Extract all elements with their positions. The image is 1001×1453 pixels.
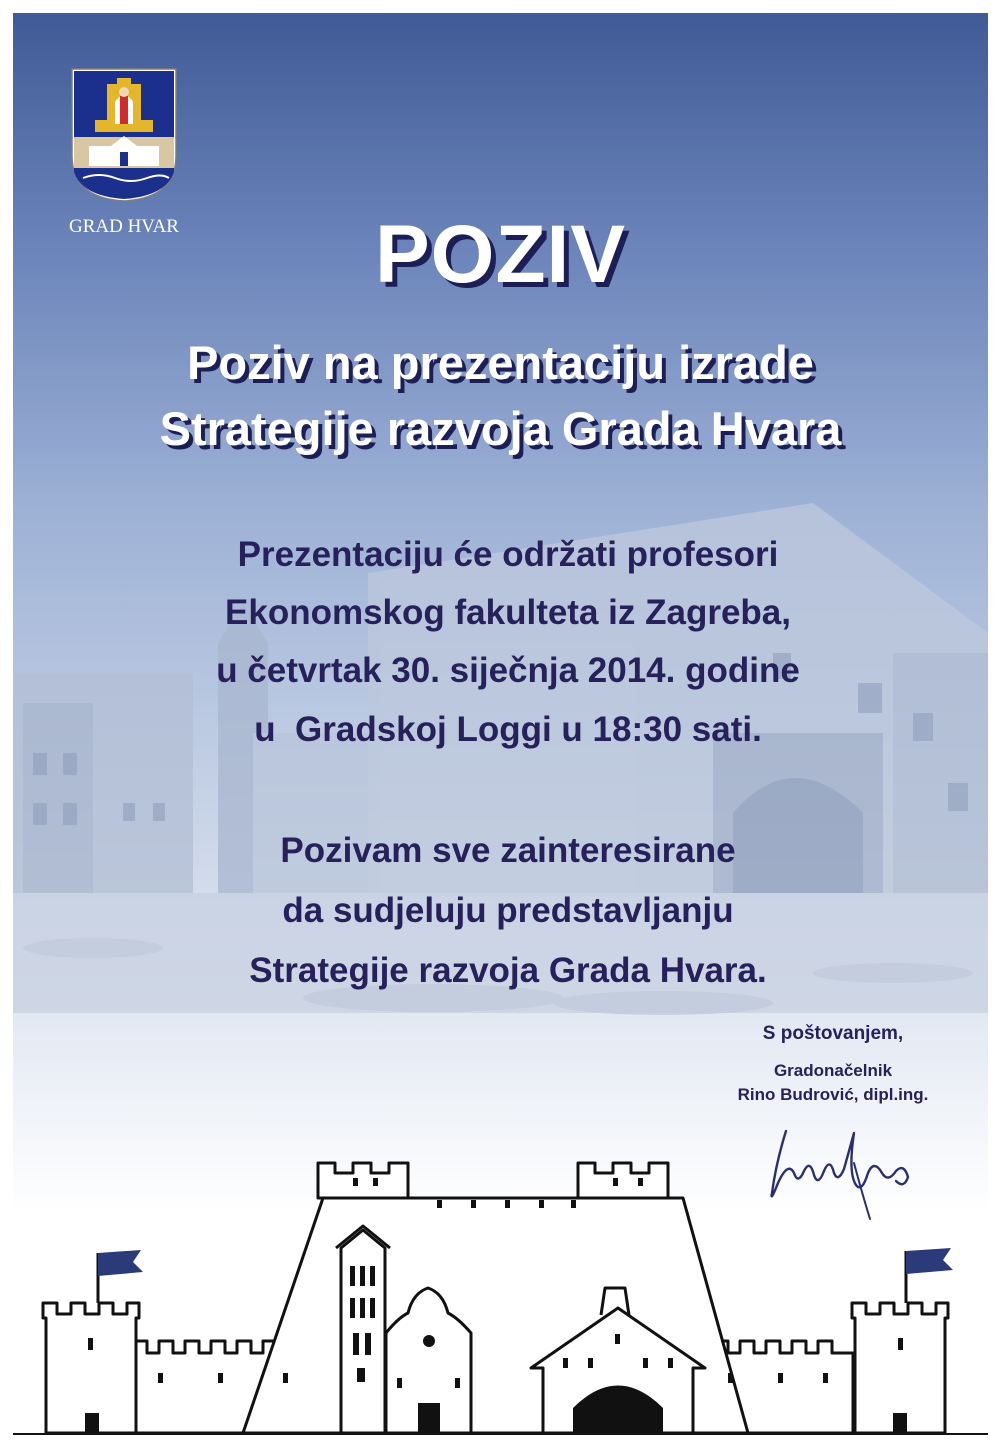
poster-title: POZIV <box>374 209 627 300</box>
details-line: Ekonomskog fakulteta iz Zagreba, <box>225 593 791 632</box>
closing-greeting: S poštovanjem, <box>762 1023 904 1044</box>
crest-caption: GRAD HVAR <box>69 216 179 237</box>
details-line: u četvrtak 30. siječnja 2014. godine <box>216 651 800 690</box>
subtitle-line: Poziv na prezentaciju izrade <box>187 336 814 389</box>
details-line: Prezentaciju će održati profesori <box>237 535 779 574</box>
subtitle-line: Strategije razvoja Grada Hvara <box>159 402 842 455</box>
invitation-line: Strategije razvoja Grada Hvara. <box>249 951 767 990</box>
mayor-title: Gradonačelnik <box>773 1061 893 1080</box>
city-crest-icon <box>71 68 177 202</box>
invitation-line: da sudjeluju predstavljanju <box>282 891 734 930</box>
fortress-illustration <box>13 1138 988 1440</box>
invitation-poster <box>13 13 988 1440</box>
mayor-name: Rino Budrović, dipl.ing. <box>737 1085 929 1104</box>
details-line: u Gradskoj Loggi u 18:30 sati. <box>254 710 762 749</box>
invitation-line: Pozivam sve zainteresirane <box>280 831 736 870</box>
